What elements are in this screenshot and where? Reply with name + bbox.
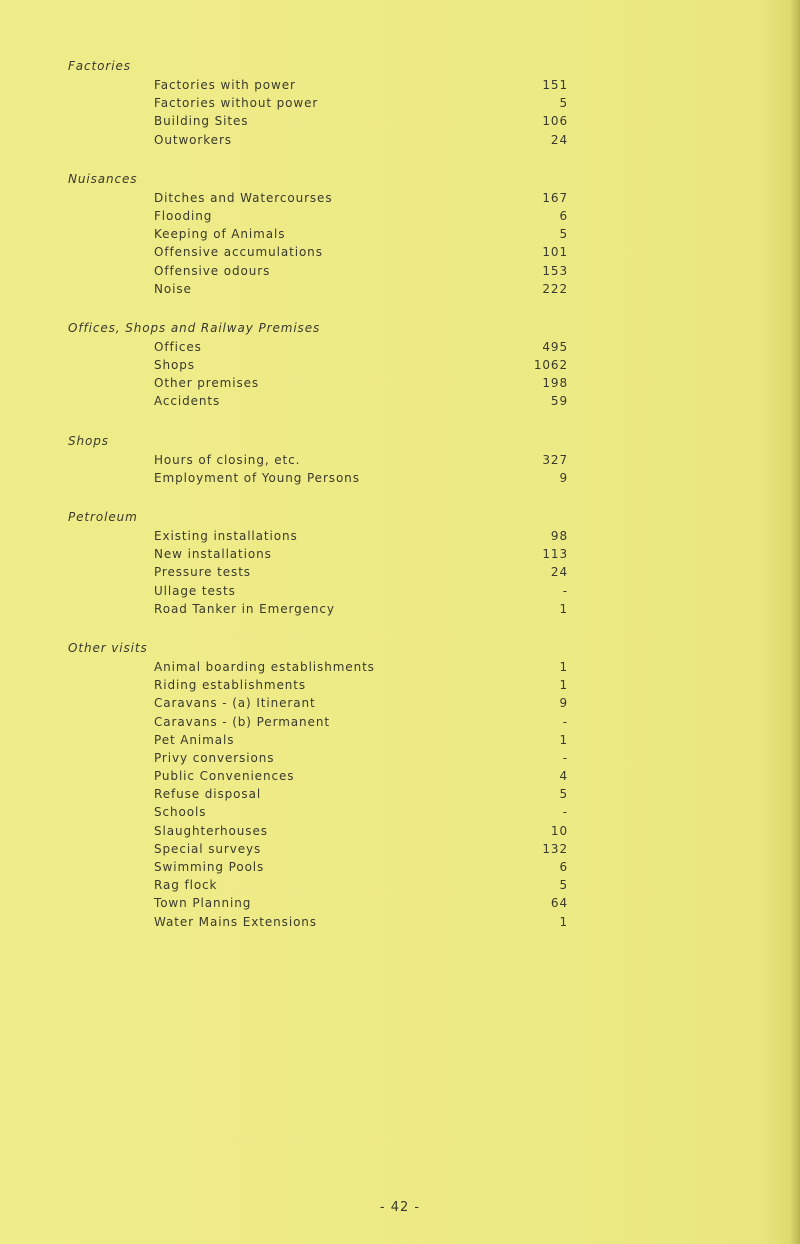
table-row [68, 785, 588, 803]
page-edge-shadow [790, 0, 800, 1244]
section-3 [68, 431, 588, 487]
row-value: 167 [542, 190, 568, 205]
section-1 [68, 169, 588, 298]
row-label: Road Tanker in Emergency [154, 601, 335, 616]
table-row [68, 131, 588, 149]
row-label: Shops [154, 358, 195, 373]
row-value: 6 [559, 208, 568, 223]
section-gap [68, 487, 588, 507]
row-value: - [562, 750, 568, 765]
table-row [68, 858, 588, 876]
section-title: Factories [68, 59, 131, 73]
row-value: 106 [542, 114, 568, 129]
section-2 [68, 318, 588, 411]
table-row [68, 225, 588, 243]
row-value: 5 [559, 96, 568, 111]
row-value: 327 [542, 452, 568, 467]
row-value: 9 [559, 696, 568, 711]
section-gap [68, 149, 588, 169]
table-row [68, 713, 588, 731]
section-title: Petroleum [68, 510, 138, 524]
table-row [68, 374, 588, 392]
row-label: Factories without power [154, 96, 319, 111]
row-value: 24 [550, 132, 568, 147]
row-label: Outworkers [154, 132, 232, 147]
section-gap [68, 618, 588, 638]
row-value: - [562, 583, 568, 598]
table-row [68, 658, 588, 676]
row-label: Offices [154, 339, 202, 354]
row-label: Other premises [154, 376, 260, 391]
table-row [68, 676, 588, 694]
row-value: 9 [559, 470, 568, 485]
section-title: Offices, Shops and Railway Premises [68, 320, 321, 335]
table-row [68, 94, 588, 112]
section-title: Nuisances [68, 171, 138, 186]
table-row [68, 600, 588, 618]
row-label: Keeping of Animals [154, 227, 286, 242]
table-row [68, 840, 588, 858]
row-value: 4 [559, 769, 568, 784]
row-value: 5 [559, 878, 568, 893]
row-label: Factories with power [154, 78, 296, 92]
table-row [68, 189, 588, 207]
section-gap [68, 298, 588, 318]
table-row [68, 451, 588, 469]
section-title: Shops [68, 433, 109, 448]
row-label: Hours of closing, etc. [154, 452, 301, 467]
row-value: 153 [542, 263, 568, 278]
row-value: 5 [559, 227, 568, 242]
row-label: Special surveys [154, 841, 262, 856]
row-label: Existing installations [154, 529, 298, 543]
row-label: Accidents [154, 394, 221, 409]
row-label: Ditches and Watercourses [154, 190, 333, 205]
table-row [68, 563, 588, 581]
table-row [68, 582, 588, 600]
table-row [68, 392, 588, 410]
section-gap [68, 411, 588, 431]
row-label: Pet Animals [154, 732, 235, 747]
row-value: 495 [542, 339, 568, 354]
row-value: 113 [542, 547, 568, 562]
table-row [68, 243, 588, 261]
inspection-summary-list [68, 56, 588, 931]
row-label: Town Planning [154, 896, 252, 911]
table-row [68, 469, 588, 487]
table-row [68, 262, 588, 280]
table-row [68, 731, 588, 749]
row-value: - [562, 805, 568, 820]
table-row [68, 527, 588, 545]
table-row [68, 749, 588, 767]
row-value: 59 [550, 394, 568, 409]
row-value: 222 [542, 281, 568, 296]
table-row [68, 207, 588, 225]
row-value: 24 [550, 565, 568, 580]
section-5 [68, 638, 588, 931]
section-4 [68, 507, 588, 618]
table-row [68, 112, 588, 130]
row-label: Offensive accumulations [154, 245, 323, 260]
table-row [68, 894, 588, 912]
section-0 [68, 56, 588, 149]
row-label: Caravans - (b) Permanent [154, 714, 330, 729]
row-value: 5 [559, 787, 568, 802]
row-value: 64 [550, 896, 568, 911]
row-label: Rag flock [154, 878, 218, 893]
table-row [68, 822, 588, 840]
row-label: Flooding [154, 208, 213, 223]
row-value: 101 [542, 245, 568, 260]
row-value: 10 [550, 823, 568, 838]
row-label: Riding establishments [154, 678, 307, 693]
row-label: Pressure tests [154, 565, 251, 580]
row-label: Refuse disposal [154, 787, 262, 802]
table-row [68, 913, 588, 931]
row-label: Offensive odours [154, 263, 271, 278]
table-row [68, 876, 588, 894]
row-label: Noise [154, 281, 192, 296]
row-label: Privy conversions [154, 750, 275, 765]
table-row [68, 280, 588, 298]
row-label: Slaughterhouses [154, 823, 268, 838]
table-row [68, 803, 588, 821]
row-label: New installations [154, 547, 272, 562]
row-value: 198 [542, 376, 568, 391]
row-value: 132 [542, 841, 568, 856]
row-value: 151 [542, 78, 568, 92]
row-value: 1 [559, 732, 568, 747]
row-label: Swimming Pools [154, 860, 265, 874]
row-label: Employment of Young Persons [154, 470, 360, 485]
table-row [68, 545, 588, 563]
page-number: - 42 - [379, 1200, 421, 1215]
row-label: Water Mains Extensions [154, 914, 317, 929]
table-row [68, 76, 588, 94]
section-title: Other visits [68, 640, 148, 655]
table-row [68, 767, 588, 785]
row-label: Animal boarding establishments [154, 659, 375, 674]
row-value: - [562, 714, 568, 729]
row-value: 1 [559, 659, 568, 674]
row-value: 1 [559, 914, 568, 929]
row-label: Schools [154, 805, 207, 820]
table-row [68, 694, 588, 712]
row-label: Ullage tests [154, 583, 236, 598]
row-label: Caravans - (a) Itinerant [154, 696, 316, 711]
row-value: 6 [559, 860, 568, 874]
row-label: Public Conveniences [154, 769, 295, 784]
row-value: 98 [550, 529, 568, 543]
row-value: 1062 [533, 358, 568, 373]
row-value: 1 [559, 601, 568, 616]
table-row [68, 356, 588, 374]
row-value: 1 [559, 678, 568, 693]
table-row [68, 338, 588, 356]
row-label: Building Sites [154, 114, 249, 129]
